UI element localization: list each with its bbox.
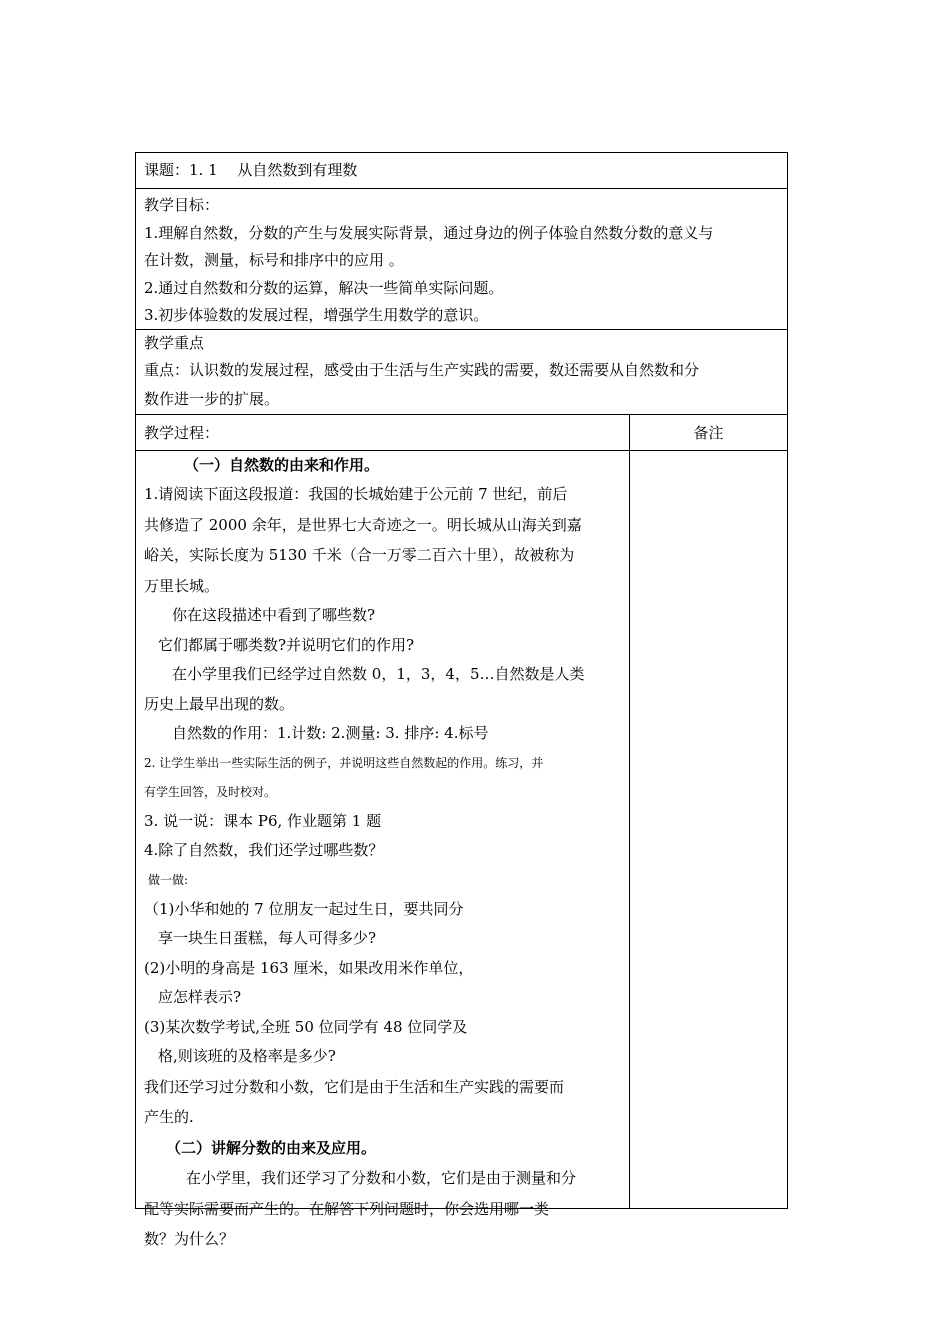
paragraph-line: 在小学里我们已经学过自然数 0，1，3，4，5…自然数是人类 xyxy=(172,665,585,683)
paragraph-line: 2. 让学生举出一些实际生活的例子，并说明这些自然数起的作用。练习，并 xyxy=(144,755,544,770)
paragraph-line: 配等实际需要而产生的。在解答下列问题时，你会选用哪一类 xyxy=(144,1199,550,1218)
paragraph-line: 4.除了自然数，我们还学过哪些数？ xyxy=(144,841,384,859)
uses-line: 自然数的作用：1.计数: 2.测量: 3. 排序: 4.标号 xyxy=(172,724,489,742)
paragraph-line: 我们还学习过分数和小数，它们是由于生活和生产实践的需要而 xyxy=(144,1077,565,1096)
exercise-line: (3)某次数学考试,全班 50 位同学有 48 位同学及 xyxy=(144,1017,468,1036)
focus-heading: 教学重点 xyxy=(144,334,205,352)
paragraph-line: 历史上最早出现的数。 xyxy=(144,694,295,713)
paragraph-line: 产生的. xyxy=(144,1108,194,1126)
focus-line: 数作进一步的扩展。 xyxy=(144,389,280,408)
paragraph-line: 有学生回答，及时校对。 xyxy=(144,784,277,799)
process-header-row xyxy=(136,415,787,451)
exercise-line: 享一块生日蛋糕，每人可得多少? xyxy=(158,929,377,947)
lesson-plan-table xyxy=(135,152,788,1248)
exercise-line: 格,则该班的及格率是多少? xyxy=(158,1047,336,1065)
focus-section xyxy=(136,330,787,415)
section-title: （一）自然数的由来和作用。 xyxy=(184,456,380,474)
paragraph-line: 峪关，实际长度为 5130 千米（合一万零二百六十里），故被称为 xyxy=(144,546,575,564)
question-line: 你在这段描述中看到了哪些数? xyxy=(172,606,376,624)
paragraph-line: 1.请阅读下面这段报道：我国的长城始建于公元前 7 世纪，前后 xyxy=(144,485,568,503)
goal-line: 在计数，测量，标号和排序中的应用 。 xyxy=(144,251,404,269)
lesson-title: 课题：1. 1 从自然数到有理数 xyxy=(144,161,358,179)
paragraph-line: 3. 说一说：课本 P6, 作业题第 1 题 xyxy=(144,811,382,830)
exercise-line: （1)小华和她的 7 位朋友一起过生日，要共同分 xyxy=(144,899,464,918)
goals-section xyxy=(136,189,787,330)
process-body-row xyxy=(136,451,787,1248)
goals-heading: 教学目标： xyxy=(144,196,220,214)
goal-line: 3.初步体验数的发展过程，增强学生用数学的意识。 xyxy=(144,306,489,324)
process-heading: 教学过程： xyxy=(136,415,630,450)
exercise-line: 应怎样表示? xyxy=(158,988,242,1006)
question-line: 它们都属于哪类数?并说明它们的作用? xyxy=(158,635,415,654)
goal-line: 2.通过自然数和分数的运算，解决一些简单实际问题。 xyxy=(144,278,504,297)
goal-line: 1.理解自然数，分数的产生与发展实际背景，通过身边的例子体验自然数分数的意义与 xyxy=(144,223,714,242)
focus-line: 重点：认识数的发展过程，感受由于生活与生产实践的需要，数还需要从自然数和分 xyxy=(144,361,700,379)
process-content xyxy=(136,451,630,1248)
paragraph-line: 数？为什么？ xyxy=(144,1230,235,1248)
paragraph-line: 共修造了 2000 余年，是世界七大奇迹之一。明长城从山海关到嘉 xyxy=(144,515,582,534)
paragraph-line: 在小学里，我们还学习了分数和小数，它们是由于测量和分 xyxy=(186,1169,577,1187)
title-row xyxy=(136,153,787,189)
section-title: （二）讲解分数的由来及应用。 xyxy=(166,1138,377,1157)
exercise-heading: 做一做: xyxy=(148,872,189,887)
exercise-line: (2)小明的身高是 163 厘米，如果改用米作单位， xyxy=(144,958,474,977)
paragraph-line: 万里长城。 xyxy=(144,576,220,595)
notes-column xyxy=(630,451,787,1208)
notes-heading: 备注 xyxy=(693,424,724,442)
